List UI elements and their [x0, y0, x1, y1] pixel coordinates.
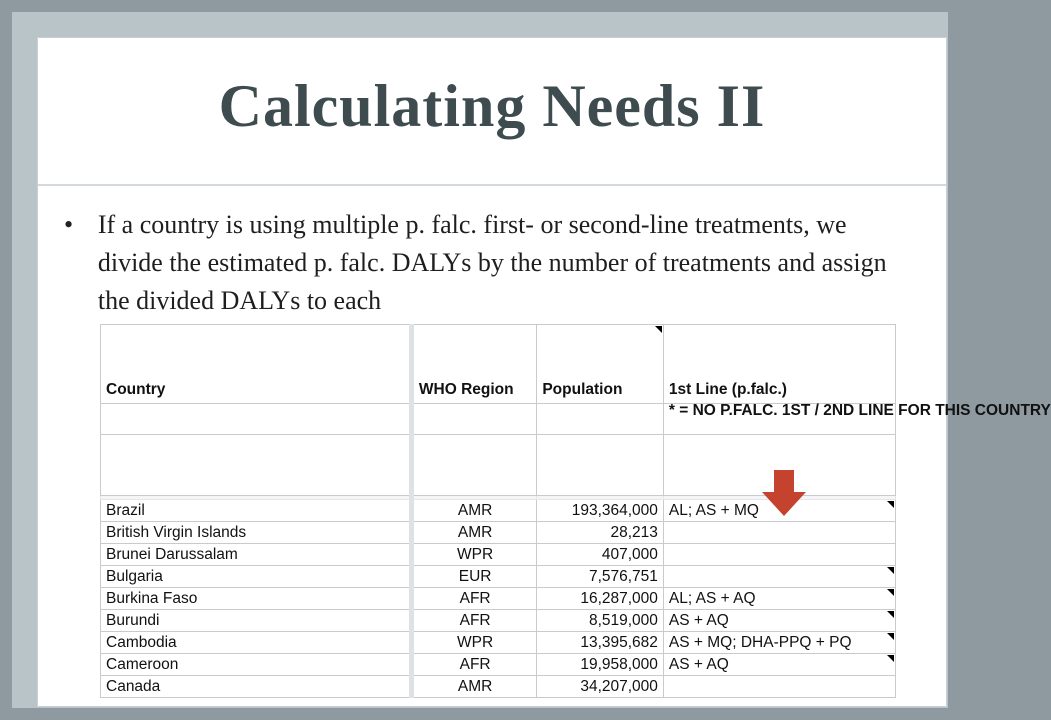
cell-population: 28,213: [537, 522, 664, 544]
cell-region: AMR: [411, 522, 536, 544]
slide-frame: [12, 12, 1051, 708]
cell-region: AFR: [411, 610, 536, 632]
header-population: Population: [537, 325, 664, 404]
spreadsheet-image: [100, 324, 1051, 706]
cell-population: 13,395,682: [537, 632, 664, 654]
cell-first-line: AS + AQ: [663, 654, 895, 676]
cell-region: WPR: [411, 632, 536, 654]
cell-first-line: [663, 544, 895, 566]
cell-first-line: AS + AQ: [663, 610, 895, 632]
cell-region: AFR: [411, 588, 536, 610]
table-row: [101, 566, 896, 588]
cell-population: 16,287,000: [537, 588, 664, 610]
cell-country: Bulgaria: [101, 566, 412, 588]
table-row: [101, 632, 896, 654]
cell-population: 19,958,000: [537, 654, 664, 676]
table-row: [101, 610, 896, 632]
cell-population: 407,000: [537, 544, 664, 566]
cell-population: 8,519,000: [537, 610, 664, 632]
cell-country: Canada: [101, 676, 412, 698]
cell-country: Cameroon: [101, 654, 412, 676]
cell-region: AMR: [411, 676, 536, 698]
cell-first-line: AL; AS + AQ: [663, 588, 895, 610]
cell-region: AMR: [411, 500, 536, 522]
header-country: Country: [101, 325, 412, 404]
slide: [38, 38, 1051, 706]
cell-first-line: AL; AS + MQ: [663, 500, 895, 522]
cell-country: Burkina Faso: [101, 588, 412, 610]
cell-country: Brunei Darussalam: [101, 544, 412, 566]
cell-country: Brazil: [101, 500, 412, 522]
bullet-text: If a country is using multiple p. falc. first- or second-line treatments, we divide the estimated p. falc. DALYs by the number of treatments and assign the divided DALYs to each: [97, 210, 887, 315]
cell-country: Cambodia: [101, 632, 412, 654]
table-header-row: [101, 325, 896, 404]
table-row: [101, 588, 896, 610]
cell-country: Burundi: [101, 610, 412, 632]
header-first-line: 1st Line (p.falc.): [663, 325, 895, 404]
cell-first-line: [663, 676, 895, 698]
down-arrow-icon: [760, 470, 808, 518]
cell-region: EUR: [411, 566, 536, 588]
table-row: [101, 654, 896, 676]
bullet-point: [64, 206, 914, 320]
cell-first-line: AS + MQ; DHA-PPQ + PQ: [663, 632, 895, 654]
cell-country: British Virgin Islands: [101, 522, 412, 544]
bullet-dot-icon: •: [64, 210, 74, 239]
header-region: WHO Region: [411, 325, 536, 404]
note-row: [101, 404, 896, 435]
title-box: [38, 38, 946, 186]
table-row: [101, 676, 896, 698]
cell-population: 193,364,000: [537, 500, 664, 522]
cell-region: WPR: [411, 544, 536, 566]
cell-first-line: [663, 566, 895, 588]
cell-region: AFR: [411, 654, 536, 676]
cell-first-line: [663, 522, 895, 544]
table-row: [101, 522, 896, 544]
cell-population: 34,207,000: [537, 676, 664, 698]
cell-population: 7,576,751: [537, 566, 664, 588]
table-row: [101, 544, 896, 566]
slide-title: Calculating Needs II: [218, 73, 766, 139]
note-text: * = NO P.FALC. 1ST / 2ND LINE FOR THIS COUNTRY: [663, 404, 895, 435]
